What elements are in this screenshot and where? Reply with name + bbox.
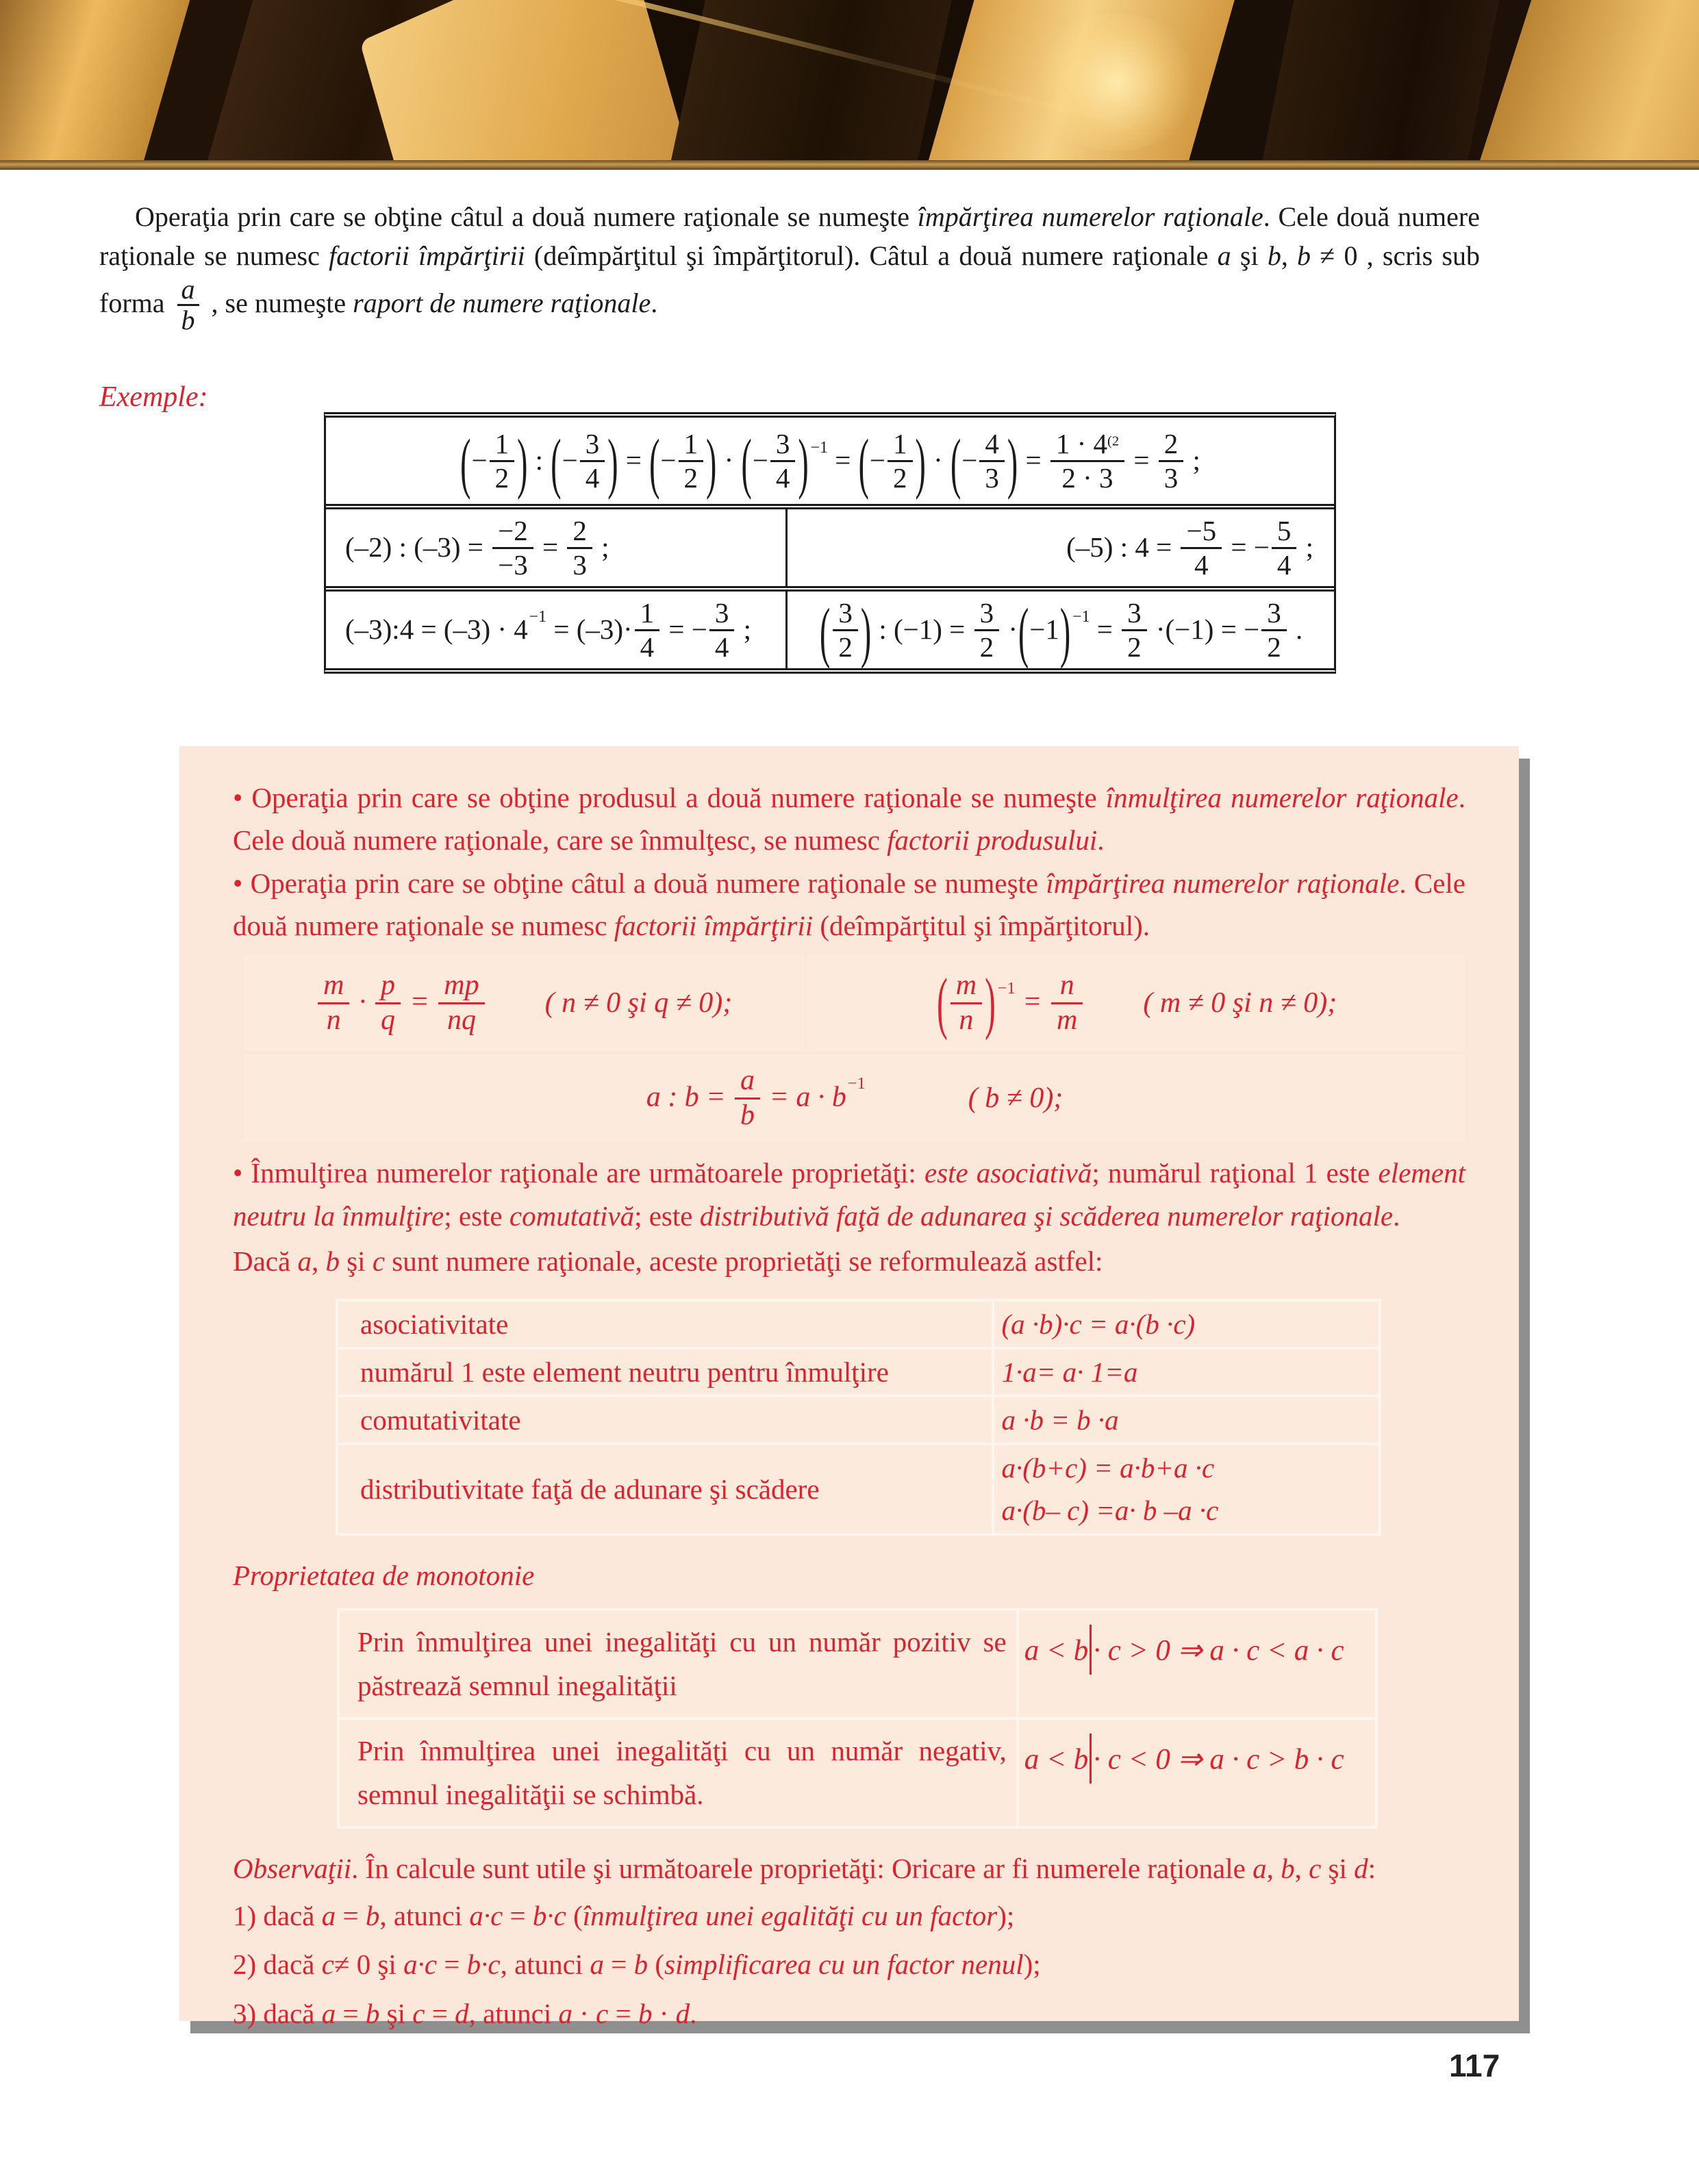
bullet-multiplication-definition: • Operaţia prin care se obţine produsul a două numere raţionale se numeşte înmulţirea numerelor raţionale. Cele două numere raţionale, care se înmulţesc, se numesc factorii produsului.	[233, 782, 1465, 856]
properties-table	[336, 1299, 1381, 1536]
intro-paragraph	[99, 197, 1480, 335]
math-expression: (–5) : 4 = $\frac{-5}{4}$ = − $\frac{5}{4}$ ;	[1066, 515, 1313, 581]
table-row	[340, 1611, 1375, 1717]
fraction-numerator: a	[181, 274, 195, 305]
math-expression: (–2) : (–3) = $\frac{-2}{-3}$ = $\frac{2}{3}$ ;	[345, 515, 609, 581]
math-expression: a : b = $\frac{a}{b}$ = $a \cdot b^{-1}$	[646, 1065, 866, 1131]
property-formula	[994, 1301, 1379, 1347]
math-expression: ( $\frac{3}{2}$ ) : (−1) = $\frac{3}{2}$ ·(−1) $^{-1}$ = $\frac{3}{2}$ ·(−1) = − $\frac{3}{2}$ .	[820, 594, 1303, 669]
observation-item-3: 3) dacă a = b şi c = d, atunci a · c = b · d.	[233, 1997, 697, 2029]
formula-row-1	[244, 955, 1465, 1051]
observation-item-2: 2) dacă c≠ 0 şi a·c = b·c, atunci a = b (simplificarea cu un factor nenul);	[233, 1948, 1041, 1981]
example-equation-1	[326, 418, 1334, 504]
bullet-multiplication-properties: • Înmulţirea numerelor raţionale are următoarele proprietăţi: este asociativă; numărul raţional 1 este element neutru la înmulţire; este comutativă; este distributivă faţă de adunarea şi scăderea numerelor raţionale.	[233, 1157, 1465, 1232]
observation-item-1: 1) dacă a = b, atunci a·c = b·c (înmulţirea unei egalităţi cu un factor);	[233, 1899, 1015, 1931]
table-row	[338, 1301, 1379, 1347]
example-equation-2	[326, 509, 785, 586]
header-divider-bar	[0, 160, 1699, 170]
monotony-table	[337, 1608, 1378, 1829]
intro-text-before: Operaţia prin care se obţine câtul a două numere raţionale se numeşte împărţirea numerelor raţionale. Cele două numere raţionale se numesc factorii împărţirii (deîmpărţitul şi împărţitorul). Câtul a două numere raţionale a şi b, b ≠ 0 , scris sub forma	[99, 201, 1481, 319]
gold-cube-face	[0, 0, 205, 160]
property-label: asociativitate	[338, 1301, 992, 1347]
math-expression: a < b · c < 0 ⇒ a · c > b · c	[1024, 1734, 1344, 1783]
formula-line: a·(b+c) = a·b+a ·c	[1001, 1452, 1215, 1484]
property-label: comutativitate	[338, 1397, 992, 1443]
property-formula	[994, 1349, 1379, 1395]
intro-text-after: , se numeşte raport de numere raţionale.	[204, 288, 658, 319]
math-expression: (− $\frac{1}{2}$ ) : (− $\frac{3}{4}$ ) = (− $\frac{1}{2}$ ) · (− $\frac{3}{4}$ ) $^{-1}$ = (− $\frac{1}{2}$ ) · (− $\frac{4}{3}$ ) = $\frac{1 \cdot 4^{(2}}{2 \cdot 3}$ = $\frac{2}{3}$ ;	[460, 424, 1200, 500]
table-row	[338, 1397, 1379, 1443]
observations-intro: Observaţii. În calcule sunt utile şi următoarele proprietăţi: Oricare ar fi numerele raţionale a, b, c şi d:	[233, 1853, 1376, 1885]
monotony-rule-text: Prin înmulţirea unei inegalităţi cu un număr pozitiv se păstrează semnul inegalităţii	[340, 1611, 1016, 1717]
math-expression: ( $\frac{m}{n}$ ) $^{-1}$ = $\frac{n}{m}$	[936, 969, 1085, 1037]
theory-box	[179, 746, 1519, 2029]
formula-condition: ( n ≠ 0 şi q ≠ 0);	[544, 987, 733, 1019]
examples-label: Exemple:	[99, 381, 208, 413]
example-equation-3	[785, 509, 1334, 586]
formula-product-of-fractions	[244, 955, 804, 1051]
properties-intro-line: Dacă a, b şi c sunt numere raţionale, aceste proprietăţi se reformulează astfel:	[233, 1245, 1103, 1277]
formula-condition: ( b ≠ 0);	[968, 1082, 1064, 1115]
light-glow	[1027, 14, 1205, 151]
examples-table	[324, 412, 1336, 674]
formula-line: 1·a= a· 1=a	[1001, 1356, 1138, 1388]
property-formula	[994, 1397, 1379, 1443]
formula-line: a ·b = b ·a	[1001, 1404, 1119, 1436]
header-image	[0, 0, 1699, 160]
examples-table-row	[326, 509, 1334, 592]
formula-division-definition	[244, 1054, 1465, 1142]
monotony-rule-text: Prin înmulţirea unei inegalităţi cu un număr negativ, semnul inegalităţii se schimbă.	[340, 1720, 1016, 1826]
fraction-denominator: b	[177, 304, 199, 335]
formula-inverse-of-fraction	[807, 955, 1465, 1051]
bullet-division-definition: • Operaţia prin care se obţine câtul a două numere raţionale se numeşte împărţirea numerelor raţionale. Cele două numere raţionale se numesc factorii împărţirii (deîmpărţitul şi împărţitorul).	[233, 867, 1465, 941]
example-equation-4	[326, 592, 785, 668]
property-label: numărul 1 este element neutru pentru înmulţire	[338, 1349, 992, 1395]
example-equation-5	[785, 592, 1334, 668]
examples-table-row	[326, 418, 1334, 509]
math-expression: (–3):4 = $(-3) \cdot 4^{-1} = (-3)\cdot$ $\frac{1}{4}$ = − $\frac{3}{4}$ ;	[345, 597, 752, 663]
table-row	[338, 1349, 1379, 1395]
inline-fraction-a-over-b	[177, 275, 199, 335]
formula-line: (a ·b)·c = a·(b ·c)	[1001, 1308, 1196, 1341]
examples-table-row	[326, 592, 1334, 668]
math-expression: $\frac{m}{n}$ · $\frac{p}{q}$ = $\frac{mp}{nq}$	[316, 969, 487, 1037]
property-formula	[994, 1445, 1379, 1533]
math-expression: a < b · c > 0 ⇒ a · c < a · c	[1024, 1625, 1344, 1675]
dark-cube-side	[1246, 0, 1507, 160]
dark-cube-side	[654, 0, 961, 160]
formula-condition: ( m ≠ 0 şi n ≠ 0);	[1143, 987, 1337, 1019]
table-row	[338, 1445, 1379, 1533]
property-label: distributivitate faţă de adunare şi scădere	[338, 1445, 992, 1533]
table-row	[340, 1720, 1375, 1826]
monotony-rule-formula	[1019, 1720, 1375, 1826]
monotony-title: Proprietatea de monotonie	[233, 1560, 535, 1592]
page-number: 117	[1449, 2048, 1500, 2083]
formula-line: a·(b– c) =a· b –a ·c	[1001, 1495, 1219, 1527]
monotony-rule-formula	[1019, 1611, 1375, 1717]
gold-cube-face	[360, 0, 694, 160]
